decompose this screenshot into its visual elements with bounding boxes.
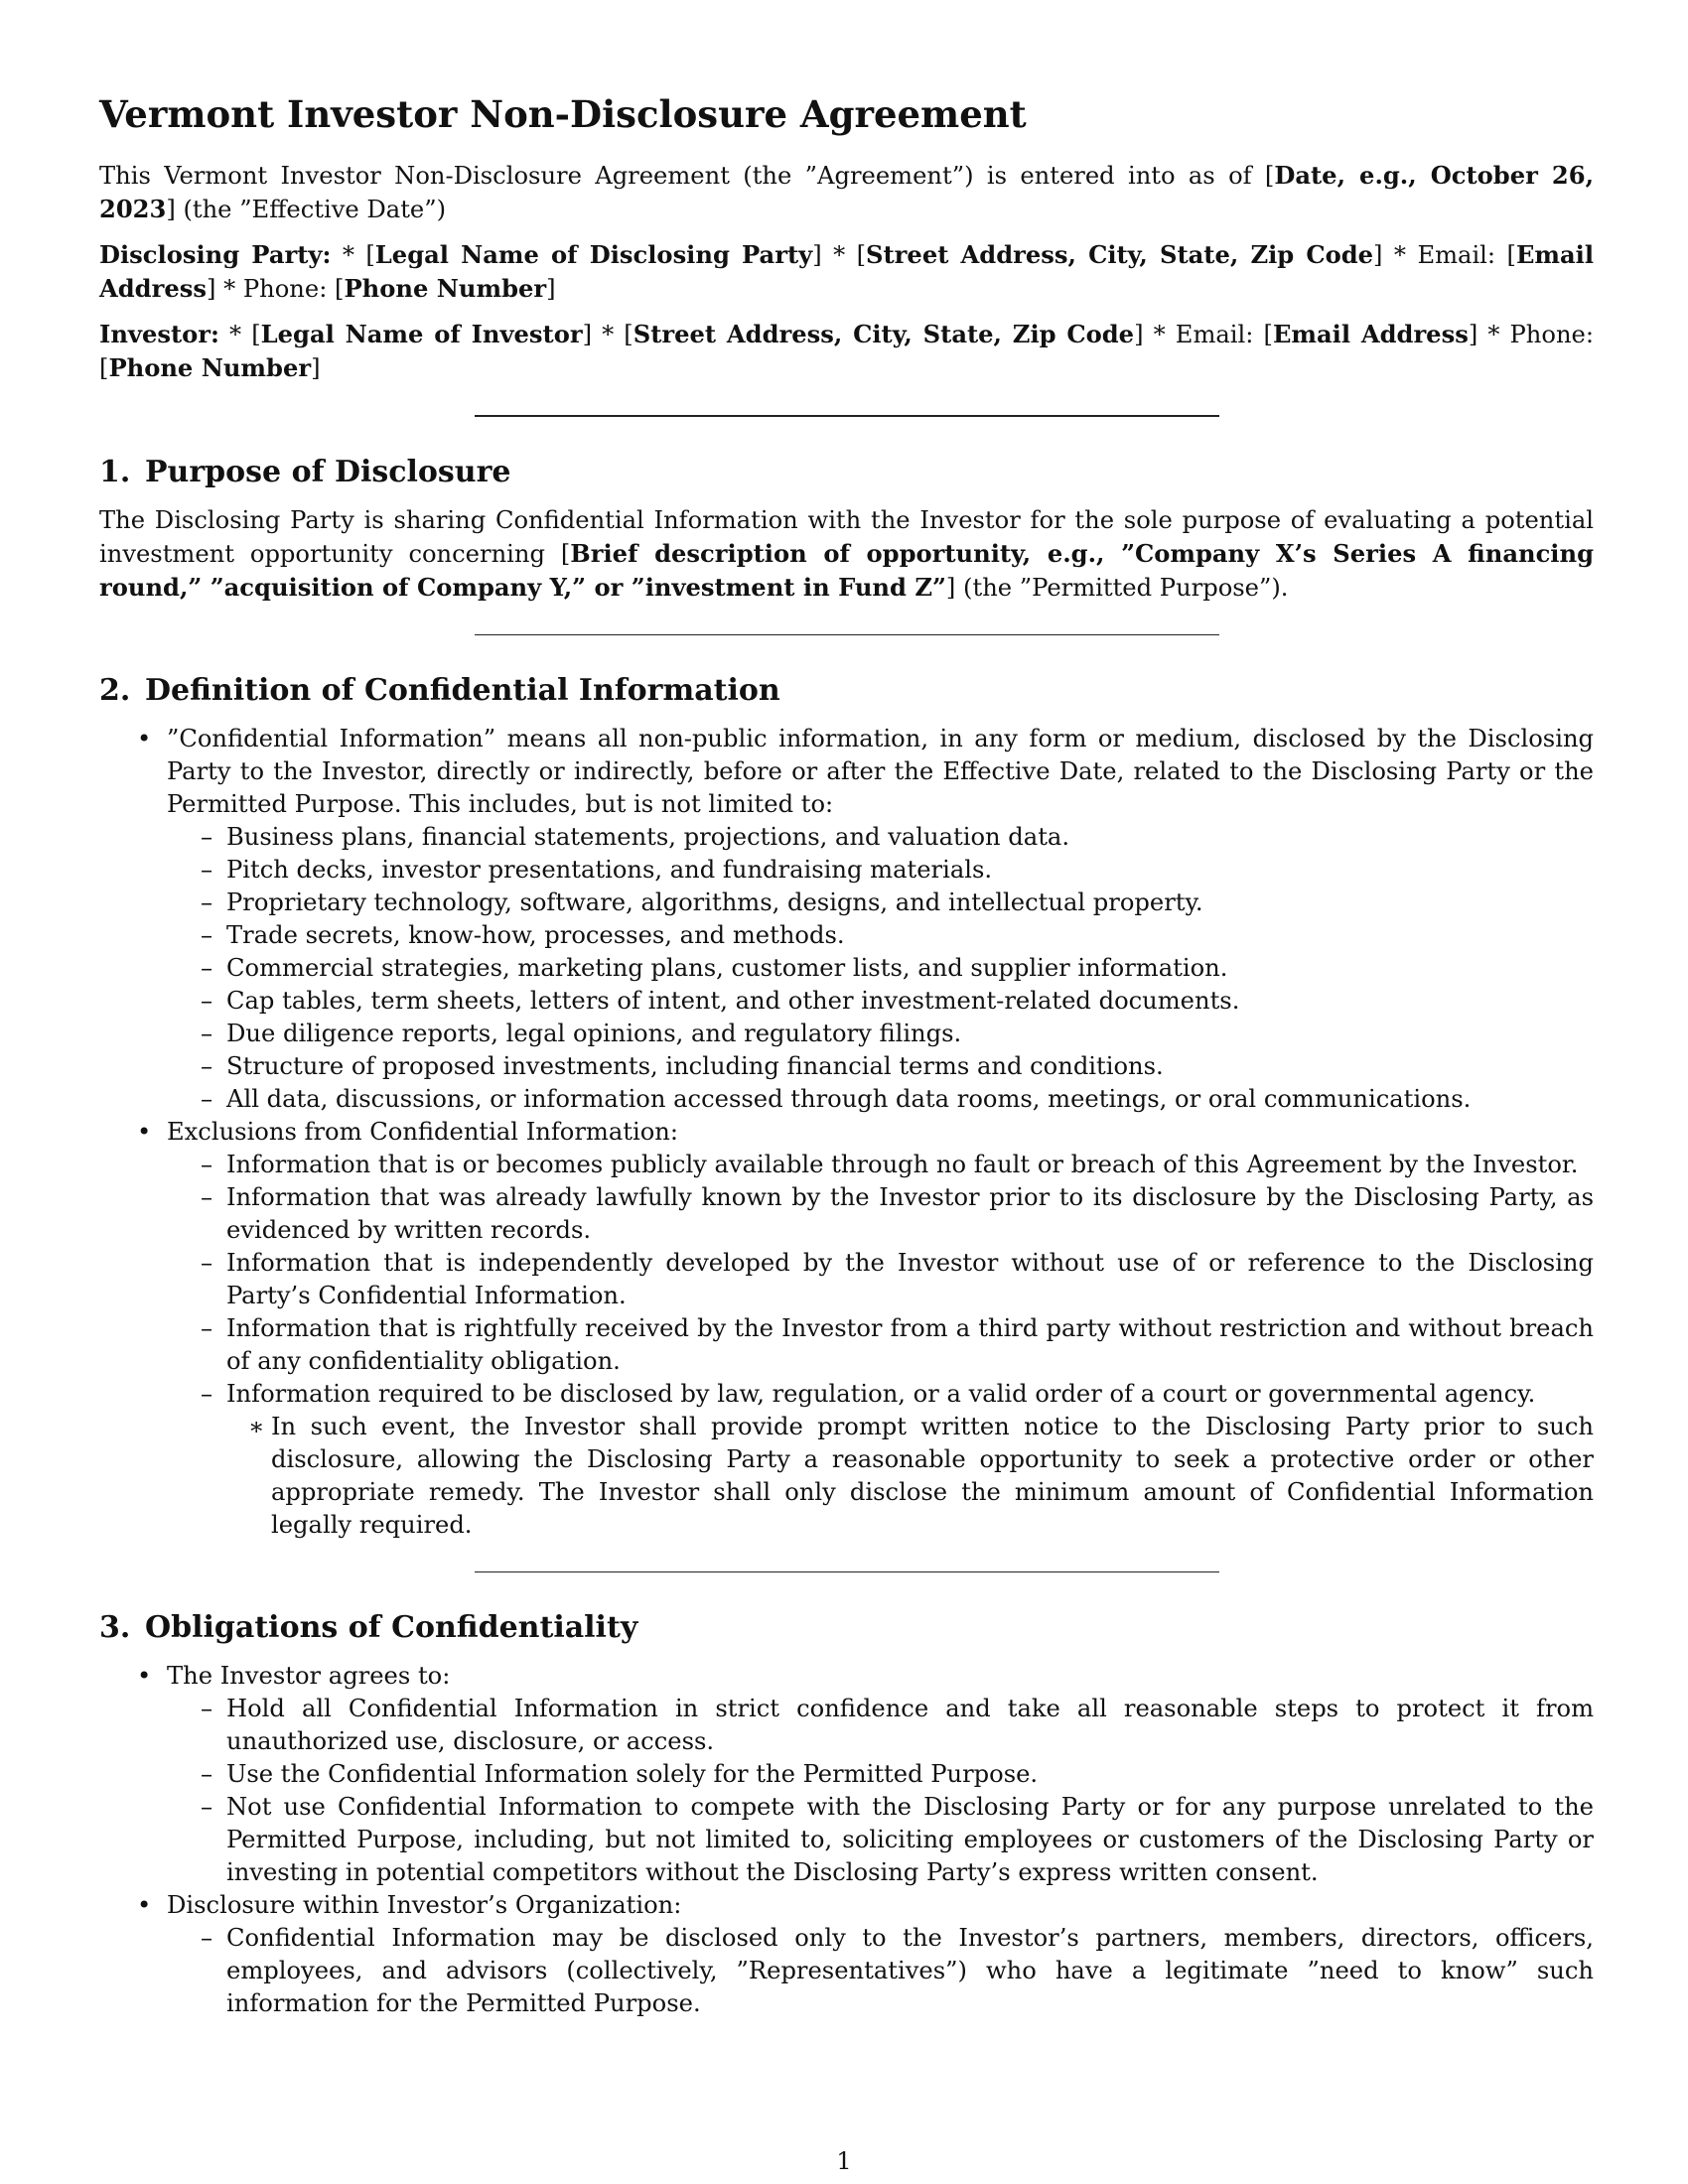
- list-item: – Cap tables, term sheets, letters of intent, and other investment-related documents.: [167, 985, 1594, 1018]
- list-item: [99, 1889, 1594, 2020]
- section-number: 2.: [99, 673, 131, 708]
- list-item: – Not use Confidential Information to compete with the Disclosing Party or for any purpose unrelated to the Permitted Purpose, including, but not limited to, soliciting employees or customers of the Disclosing Party or investing in potential competitors without the Disclosing Party’s express written consent.: [167, 1791, 1594, 1889]
- list-item: – Trade secrets, know-how, processes, and methods.: [167, 919, 1594, 952]
- list-item: – Information that was already lawfully known by the Investor prior to its disclosure by the Disclosing Party, as evidenced by written records.: [167, 1181, 1594, 1247]
- section-number: 3.: [99, 1610, 131, 1645]
- document-title: Vermont Investor Non-Disclosure Agreement: [99, 92, 1027, 136]
- horizontal-rule: [475, 1571, 1219, 1572]
- list-item-text: Disclosure within Investor’s Organization:: [167, 1891, 682, 1919]
- included-info-list: [167, 821, 1594, 1116]
- list-item-text: The Investor agrees to:: [167, 1662, 451, 1690]
- list-item: – Hold all Confidential Information in strict confidence and take all reasonable steps to protect it from unauthorized use, disclosure, or access.: [167, 1693, 1594, 1758]
- opportunity-placeholder: Brief description of opportunity, e.g., ”Company X’s Series A financing round,” ”acquisition of Company Y,” or ”investment in Fund Z”: [99, 539, 1594, 602]
- phone-label: Phone:: [242, 275, 328, 303]
- list-item-text: Exclusions from Confidential Information:: [167, 1118, 679, 1146]
- investor-phone: Phone Number: [108, 353, 312, 382]
- section-number: 1.: [99, 455, 131, 489]
- section-title: Obligations of Confidentiality: [145, 1610, 638, 1645]
- list-item: – Pitch decks, investor presentations, and fundraising materials.: [167, 854, 1594, 887]
- list-item: – Commercial strategies, marketing plans, customer lists, and supplier information.: [167, 952, 1594, 985]
- section-title: Purpose of Disclosure: [145, 455, 511, 489]
- purpose-text: The Disclosing Party is sharing Confidential Information with the Investor for the sole purpose of evaluating a potential investment opportunity concerning [: [99, 506, 1594, 568]
- exclusions-list: [167, 1149, 1594, 1542]
- disclosing-party-label: Disclosing Party:: [99, 240, 332, 269]
- list-item: [99, 1116, 1594, 1542]
- investor-block: Investor: * [Legal Name of Investor] * [Street Address, City, State, Zip Code] * Email: [Email Address] * Phone: [Phone Number]: [99, 320, 1594, 382]
- investor-name: Legal Name of Investor: [260, 320, 583, 348]
- intro-text: This Vermont Investor Non-Disclosure Agreement (the ”Agreement”) is entered into as of [: [99, 162, 1275, 190]
- list-item-text: ”Confidential Information” means all non-public information, in any form or medium, disclosed by the Disclosing Party to the Investor, directly or indirectly, before or after the Effective Date, related to the Disclosing Party or the Permitted Purpose. This includes, but is not limited to:: [167, 725, 1594, 818]
- obligations-list: [99, 1660, 1594, 2020]
- disclosing-party-address: Street Address, City, State, Zip Code: [866, 240, 1374, 269]
- intro-text-end: ] (the ”Effective Date”): [166, 196, 447, 223]
- list-item: – Due diligence reports, legal opinions, and regulatory filings.: [167, 1018, 1594, 1050]
- list-item: – Information that is rightfully received by the Investor from a third party without restriction and without breach of any confidentiality obligation.: [167, 1312, 1594, 1378]
- phone-label: Phone:: [1509, 321, 1594, 348]
- horizontal-rule: [475, 634, 1219, 635]
- list-item: [99, 1660, 1594, 1889]
- list-item-text: Information required to be disclosed by law, regulation, or a valid order of a court or governmental agency.: [226, 1380, 1536, 1408]
- list-item: – Business plans, financial statements, projections, and valuation data.: [167, 821, 1594, 854]
- horizontal-rule: [475, 415, 1219, 417]
- document-page: [99, 79, 1594, 2020]
- email-label: Email:: [1417, 241, 1496, 269]
- purpose-paragraph: [99, 504, 1594, 605]
- purpose-text-end: ] (the ”Permitted Purpose”).: [945, 574, 1289, 602]
- list-item: – Use the Confidential Information solely for the Permitted Purpose.: [167, 1758, 1594, 1791]
- definition-list: [99, 723, 1594, 1542]
- disclosing-party-block: Disclosing Party: * [Legal Name of Disclosing Party] * [Street Address, City, State, Zip Code] * Email: [Email Address] * Phone: [Phone Number]: [99, 240, 1595, 303]
- effective-date-placeholder: Date, e.g., October 26, 2023: [99, 161, 1594, 223]
- list-item: – Structure of proposed investments, including financial terms and conditions.: [167, 1050, 1594, 1083]
- list-item: – Information that is independently developed by the Investor without use of or reference to the Disclosing Party’s Confidential Information.: [167, 1247, 1594, 1312]
- investor-address: Street Address, City, State, Zip Code: [633, 320, 1135, 348]
- section-heading-3: [99, 1608, 1594, 1648]
- investor-email: Email Address: [1272, 320, 1469, 348]
- list-item: [99, 723, 1594, 1116]
- disclosure-list: [167, 1922, 1594, 2020]
- investor-label: Investor:: [99, 320, 219, 348]
- list-item: [167, 1378, 1594, 1542]
- disclosing-party-name: Legal Name of Disclosing Party: [374, 240, 813, 269]
- intro-paragraph: [99, 159, 1594, 226]
- list-item: – Confidential Information may be disclosed only to the Investor’s partners, members, directors, officers, employees, and advisors (collectively, ”Representatives”) who have a legitimate ”need to know” such information for the Permitted Purpose.: [167, 1922, 1594, 2020]
- section-heading-1: [99, 453, 1594, 492]
- section-title: Definition of Confidential Information: [145, 673, 780, 708]
- list-item: ∗ In such event, the Investor shall provide prompt written notice to the Disclosing Party prior to such disclosure, allowing the Disclosing Party a reasonable opportunity to seek a protective order or other appropriate remedy. The Investor shall only disclose the minimum amount of Confidential Information legally required.: [226, 1411, 1594, 1542]
- list-item: – Information that is or becomes publicly available through no fault or breach of this Agreement by the Investor.: [167, 1149, 1594, 1181]
- agreement-list: [167, 1693, 1594, 1889]
- disclosing-party-phone: Phone Number: [344, 274, 547, 303]
- section-heading-2: [99, 671, 1594, 711]
- sub-list: [226, 1411, 1594, 1542]
- email-label: Email:: [1175, 321, 1254, 348]
- page-number: 1: [836, 2147, 852, 2175]
- list-item: – All data, discussions, or information accessed through data rooms, meetings, or oral communications.: [167, 1083, 1594, 1116]
- list-item: – Proprietary technology, software, algorithms, designs, and intellectual property.: [167, 887, 1594, 919]
- disclosing-party-email: Email Address: [99, 240, 1595, 303]
